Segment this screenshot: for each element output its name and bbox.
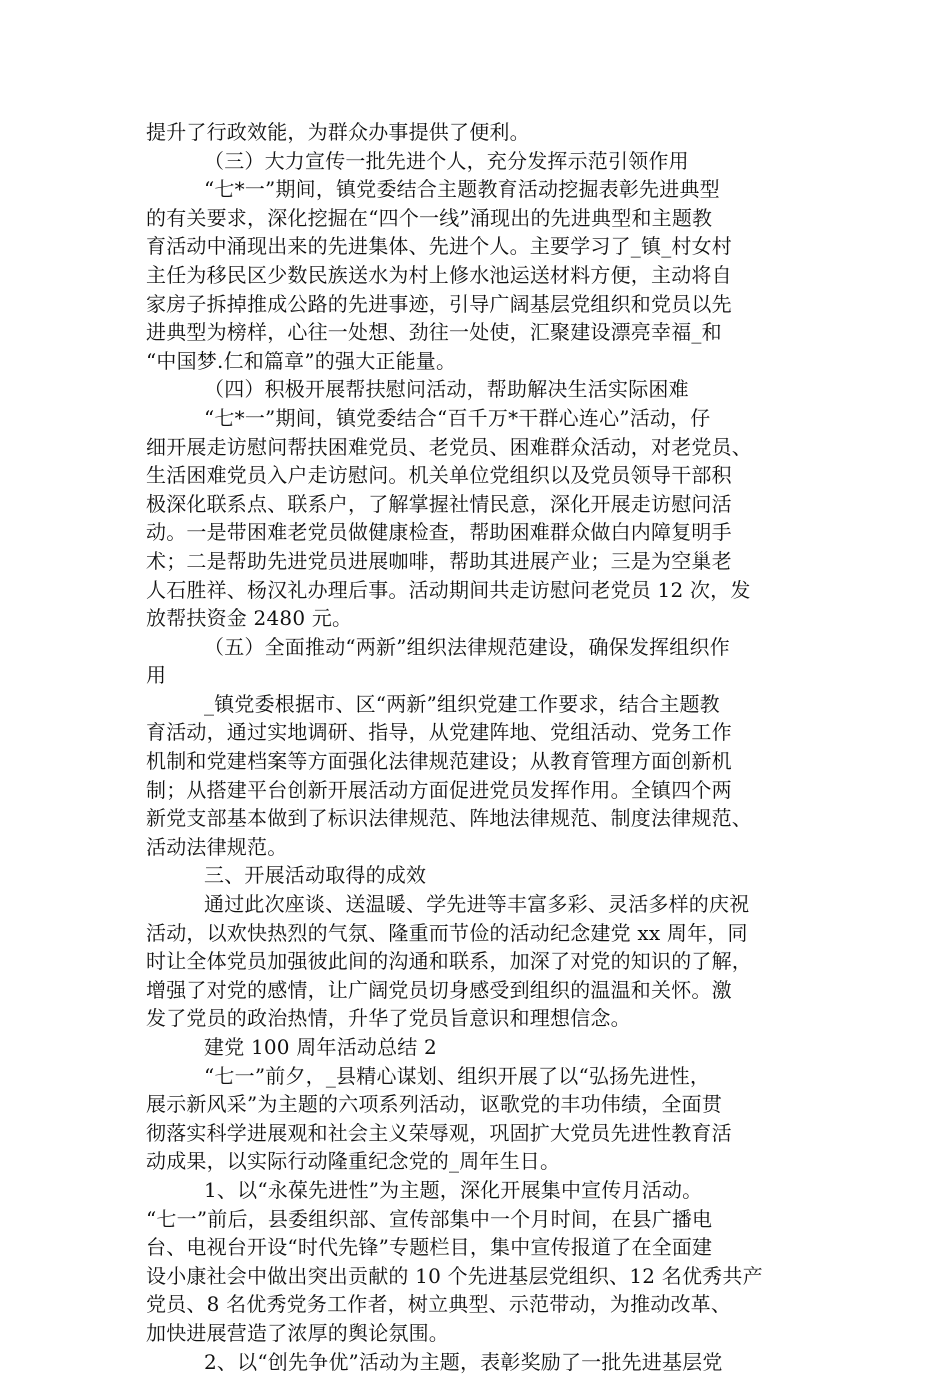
text-line: 建党 100 周年活动总结 2 <box>204 1035 437 1059</box>
text-line: （四）积极开展帮扶慰问活动，帮助解决生活实际困难 <box>204 377 689 402</box>
text-line: 加快进展营造了浓厚的舆论氛围。 <box>146 1320 449 1345</box>
text-line: 彻落实科学进展观和社会主义荣辱观，巩固扩大党员先进性教育活 <box>146 1120 732 1145</box>
text-line: 发了党员的政治热情，升华了党员旨意识和理想信念。 <box>146 1006 631 1031</box>
text-line: 活动法律规范。 <box>146 834 288 859</box>
text-line: 家房子拆掉推成公路的先进事迹，引导广阔基层党组织和党员以先 <box>146 291 732 316</box>
text-line: （三）大力宣传一批先进个人，充分发挥示范引领作用 <box>204 148 689 173</box>
text-line: 党员、8 名优秀党务工作者，树立典型、示范带动，为推动改革、 <box>146 1292 732 1317</box>
text-line: 新党支部基本做到了标识法律规范、阵地法律规范、制度法律规范、 <box>146 806 752 831</box>
text-line: 人石胜祥、杨汉礼办理后事。活动期间共走访慰问老党员 12 次，发 <box>146 577 751 602</box>
text-line: 极深化联系点、联系户，了解掌握社情民意，深化开展走访慰问活 <box>146 491 732 516</box>
text-line: “七*一”期间，镇党委结合“百千万*干群心连心”活动，仔 <box>204 405 711 430</box>
text-line: 1、以“永葆先进性”为主题，深化开展集中宣传月活动。 <box>204 1177 703 1202</box>
text-line: _镇党委根据市、区“两新”组织党建工作要求，结合主题教 <box>204 691 720 716</box>
text-line: “中国梦.仁和篇章”的强大正能量。 <box>146 348 457 373</box>
text-line: 放帮扶资金 2480 元。 <box>146 606 353 631</box>
text-line: 设小康社会中做出突出贡献的 10 个先进基层党组织、12 名优秀共产 <box>146 1263 763 1288</box>
text-line: 的有关要求，深化挖掘在“四个一线”涌现出的先进典型和主题教 <box>146 205 713 230</box>
text-line: 2、以“创先争优”活动为主题，表彰奖励了一批先进基层党 <box>204 1349 723 1374</box>
text-line: 展示新风采”为主题的六项系列活动，讴歌党的丰功伟绩，全面贯 <box>146 1092 723 1117</box>
text-line: 动。一是带困难老党员做健康检查，帮助困难群众做白内障复明手 <box>146 520 732 545</box>
text-line: 时让全体党员加强彼此间的沟通和联系，加深了对党的知识的了解， <box>146 949 752 974</box>
text-line: “七一”前后，县委组织部、宣传部集中一个月时间，在县广播电 <box>146 1206 713 1231</box>
text-line: （五）全面推动“两新”组织法律规范建设，确保发挥组织作 <box>204 634 730 659</box>
text-line: 主任为移民区少数民族送水为村上修水池运送材料方便，主动将自 <box>146 262 732 287</box>
text-line: 制；从搭建平台创新开展活动方面促进党员发挥作用。全镇四个两 <box>146 777 732 802</box>
text-line: “七一”前夕，_县精心谋划、组织开展了以“弘扬先进性， <box>204 1063 711 1088</box>
text-line: 机制和党建档案等方面强化法律规范建设；从教育管理方面创新机 <box>146 749 732 774</box>
text-line: 提升了行政效能，为群众办事提供了便利。 <box>146 120 530 144</box>
text-line: 育活动，通过实地调研、指导，从党建阵地、党组活动、党务工作 <box>146 720 732 745</box>
text-line: 活动，以欢快热烈的气氛、隆重而节俭的活动纪念建党 xx 周年，同 <box>146 920 748 945</box>
text-line: 用 <box>146 663 167 688</box>
text-line: “七*一”期间，镇党委结合主题教育活动挖掘表彰先进典型 <box>204 177 720 202</box>
text-line: 台、电视台开设“时代先锋”专题栏目，集中宣传报道了在全面建 <box>146 1235 713 1260</box>
text-line: 三、开展活动取得的成效 <box>204 863 427 888</box>
text-line: 通过此次座谈、送温暖、学先进等丰富多彩、灵活多样的庆祝 <box>204 892 750 917</box>
text-line: 进典型为榜样，心往一处想、劲往一处使，汇聚建设漂亮幸福_和 <box>146 320 722 345</box>
document-body <box>146 118 826 1376</box>
text-line: 动成果，以实际行动隆重纪念党的_周年生日。 <box>146 1149 561 1174</box>
text-line: 细开展走访慰问帮扶困难党员、老党员、困难群众活动，对老党员、 <box>146 434 752 459</box>
text-line: 术；二是帮助先进党员进展咖啡，帮助其进展产业；三是为空巢老 <box>146 548 732 573</box>
text-line: 育活动中涌现出来的先进集体、先进个人。主要学习了_镇_村女村 <box>146 234 732 259</box>
text-line: 生活困难党员入户走访慰问。机关单位党组织以及党员领导干部积 <box>146 463 732 488</box>
text-line: 增强了对党的感情，让广阔党员切身感受到组织的温温和关怀。激 <box>146 977 732 1002</box>
